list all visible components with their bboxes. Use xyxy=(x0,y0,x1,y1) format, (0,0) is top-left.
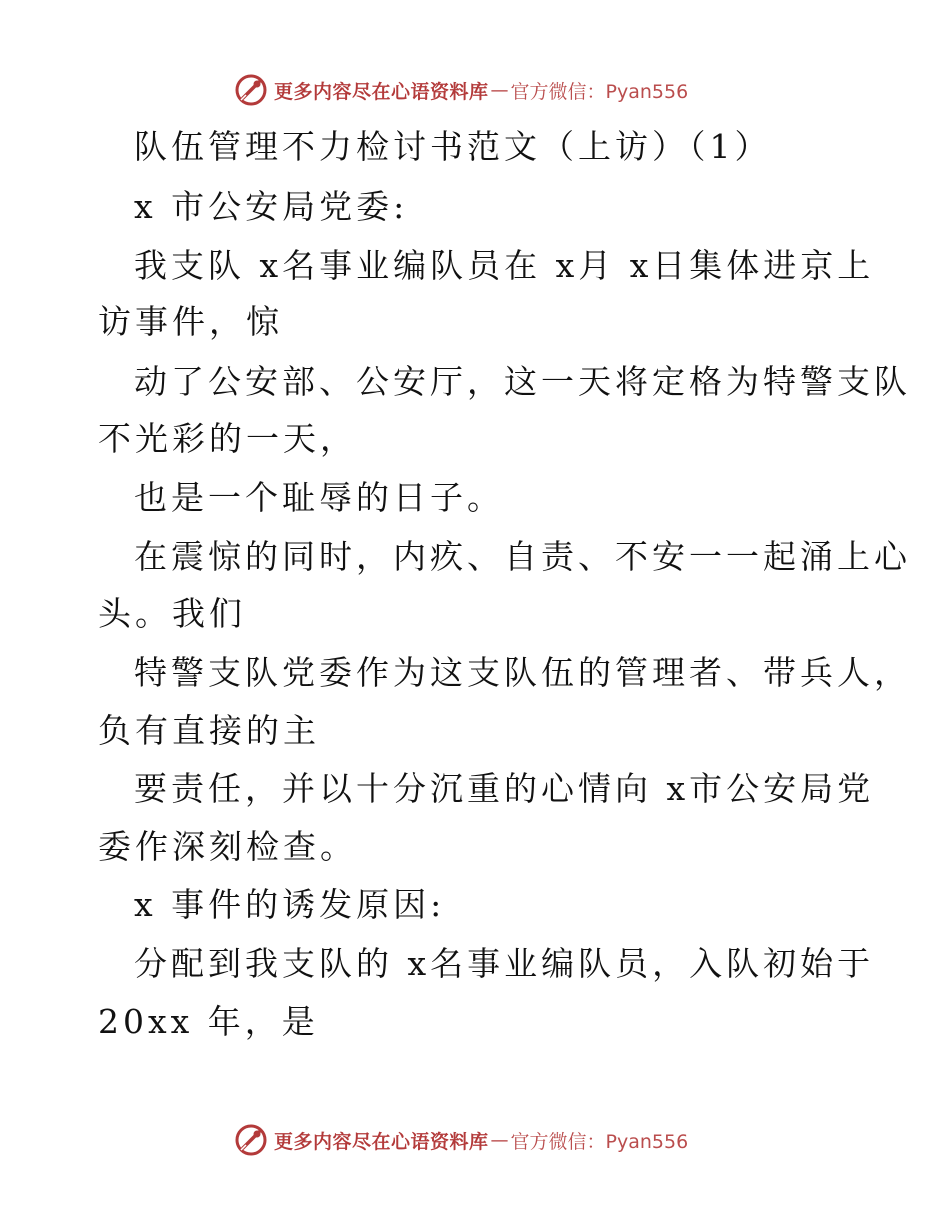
watermark-text: 更多内容尽在心语资料库 xyxy=(274,1130,489,1153)
paragraph-line: 头。我们 xyxy=(98,594,246,633)
paragraph-line: 我支队 x名事业编队员在 x月 x日集体进京上 xyxy=(134,246,875,285)
watermark-text: 更多内容尽在心语资料库 xyxy=(274,80,489,103)
paragraph-line: 不光彩的一天， xyxy=(98,419,357,458)
paragraph-line: 访事件，惊 xyxy=(98,302,283,341)
paragraph-line: 分配到我支队的 x名事业编队员，入队初始于 xyxy=(134,944,875,983)
section-heading: x 事件的诱发原因: xyxy=(134,885,446,924)
watermark-logo-icon xyxy=(234,1123,268,1157)
watermark-contact: 官方微信：Pyan556 xyxy=(510,80,689,103)
paragraph-line: 负有直接的主 xyxy=(98,711,320,750)
paragraph-line: 20xx 年，是 xyxy=(98,1002,319,1041)
watermark-separator: — xyxy=(490,1129,509,1151)
paragraph-line: 也是一个耻辱的日子。 xyxy=(134,478,504,517)
paragraph-line: 要责任，并以十分沉重的心情向 x市公安局党 xyxy=(134,769,875,808)
document-title: 队伍管理不力检讨书范文（上访）（1） xyxy=(134,127,772,166)
paragraph-line: 在震惊的同时，内疚、自责、不安一一起涌上心 xyxy=(134,537,911,576)
paragraph-line: 委作深刻检查。 xyxy=(98,827,357,866)
document-salutation: x 市公安局党委: xyxy=(134,187,409,226)
paragraph-line: 特警支队党委作为这支队伍的管理者、带兵人， xyxy=(134,653,911,692)
paragraph-line: 动了公安部、公安厅，这一天将定格为特警支队 xyxy=(134,362,911,401)
watermark-contact: 官方微信：Pyan556 xyxy=(510,1130,689,1153)
watermark-separator: — xyxy=(490,79,509,101)
footer-watermark xyxy=(234,1122,688,1158)
